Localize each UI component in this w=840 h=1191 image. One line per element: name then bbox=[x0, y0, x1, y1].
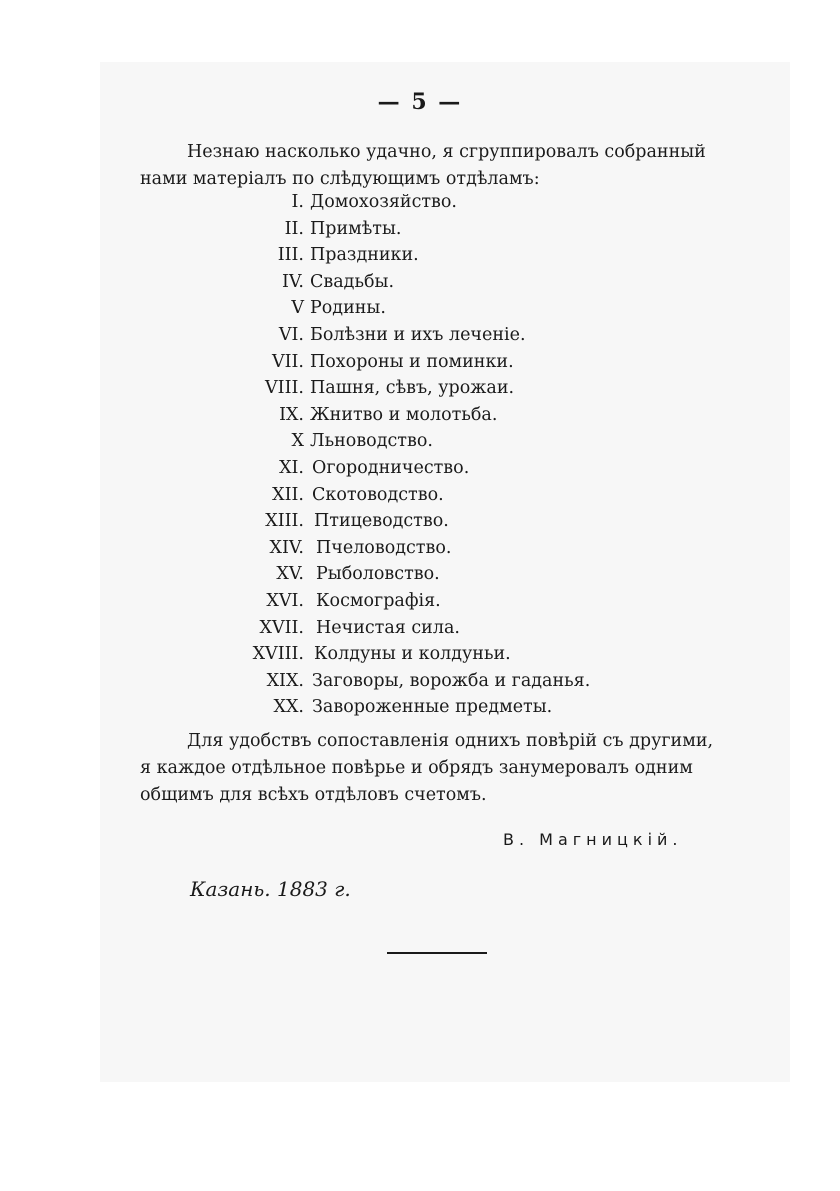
section-title: Птицеводство. bbox=[314, 511, 449, 532]
section-item bbox=[0, 349, 840, 376]
section-number: XIX. bbox=[266, 670, 304, 691]
intro-line: нами матеріалъ по слѣдующимъ отдѣламъ: bbox=[140, 169, 540, 189]
section-title: Свадьбы. bbox=[310, 271, 395, 292]
section-item bbox=[0, 668, 840, 695]
section-number: XII. bbox=[272, 484, 304, 505]
section-title: Пчеловодство. bbox=[316, 537, 452, 558]
section-item bbox=[0, 402, 840, 429]
place-date: Казань. 1883 г. bbox=[190, 877, 351, 901]
section-item bbox=[0, 428, 840, 455]
section-title: Заговоры, ворожба и гаданья. bbox=[312, 670, 591, 691]
section-title: Огородничество. bbox=[312, 457, 470, 478]
section-item bbox=[0, 269, 840, 296]
section-item bbox=[0, 535, 840, 562]
section-number: XV. bbox=[276, 564, 304, 585]
section-number: XIII. bbox=[265, 511, 304, 532]
section-item bbox=[0, 295, 840, 322]
section-number: VII. bbox=[271, 351, 304, 372]
closing-rule bbox=[387, 952, 487, 954]
section-item bbox=[0, 641, 840, 668]
author-signature: В. Магницкій. bbox=[503, 830, 683, 849]
section-title: Скотоводство. bbox=[312, 484, 444, 505]
section-title: Праздники. bbox=[310, 245, 419, 266]
section-item bbox=[0, 322, 840, 349]
section-item bbox=[0, 189, 840, 216]
section-title: Похороны и поминки. bbox=[310, 351, 514, 372]
closing-paragraph bbox=[140, 728, 728, 809]
section-number: IX. bbox=[279, 404, 304, 425]
section-number: IV. bbox=[281, 271, 304, 292]
section-item bbox=[0, 615, 840, 642]
section-title: Жнитво и молотьба. bbox=[310, 404, 498, 425]
section-title: Пашня, сѣвъ, урожаи. bbox=[310, 378, 515, 399]
section-title: Болѣзни и ихъ леченіе. bbox=[310, 324, 526, 345]
sections-list bbox=[0, 189, 840, 721]
section-number: V bbox=[291, 298, 304, 319]
section-title: Нечистая сила. bbox=[316, 617, 460, 638]
section-title: Домохозяйство. bbox=[310, 192, 457, 212]
section-number: III. bbox=[277, 245, 304, 266]
section-number: XVI. bbox=[266, 590, 304, 611]
section-item bbox=[0, 694, 840, 721]
section-number: XVII. bbox=[259, 617, 304, 638]
section-item bbox=[0, 216, 840, 243]
page-number: — 5 — bbox=[377, 89, 463, 115]
section-title: Колдуны и колдуньи. bbox=[314, 644, 511, 665]
intro-paragraph bbox=[140, 139, 728, 193]
section-number: XVIII. bbox=[252, 644, 304, 665]
intro-line: Незнаю насколько удачно, я сгруппировалъ собранный bbox=[187, 142, 706, 162]
section-number: X bbox=[291, 431, 304, 452]
closing-line: общимъ для всѣхъ отдѣловъ счетомъ. bbox=[140, 785, 487, 805]
section-number: XIV. bbox=[269, 537, 304, 558]
section-title: Примѣты. bbox=[310, 218, 402, 239]
section-title: Космографія. bbox=[316, 590, 441, 611]
section-number: II. bbox=[284, 218, 304, 239]
closing-line: я каждое отдѣльное повѣрье и обрядъ занумеровалъ одним bbox=[140, 758, 693, 778]
section-number: VI. bbox=[278, 324, 304, 345]
closing-line: Для удобствъ сопоставленія однихъ повѣрій съ другими, bbox=[187, 731, 714, 751]
section-item bbox=[0, 508, 840, 535]
section-title: Рыболовство. bbox=[316, 564, 440, 585]
section-item bbox=[0, 482, 840, 509]
section-item bbox=[0, 561, 840, 588]
section-number: XX. bbox=[273, 697, 304, 718]
section-item bbox=[0, 242, 840, 269]
section-title: Родины. bbox=[310, 298, 386, 319]
section-item bbox=[0, 455, 840, 482]
section-title: Льноводство. bbox=[310, 431, 433, 452]
section-item bbox=[0, 375, 840, 402]
section-number: I. bbox=[291, 192, 304, 212]
section-number: VIII. bbox=[265, 378, 304, 399]
section-title: Завороженные предметы. bbox=[312, 697, 553, 718]
section-number: XI. bbox=[279, 457, 304, 478]
section-item bbox=[0, 588, 840, 615]
